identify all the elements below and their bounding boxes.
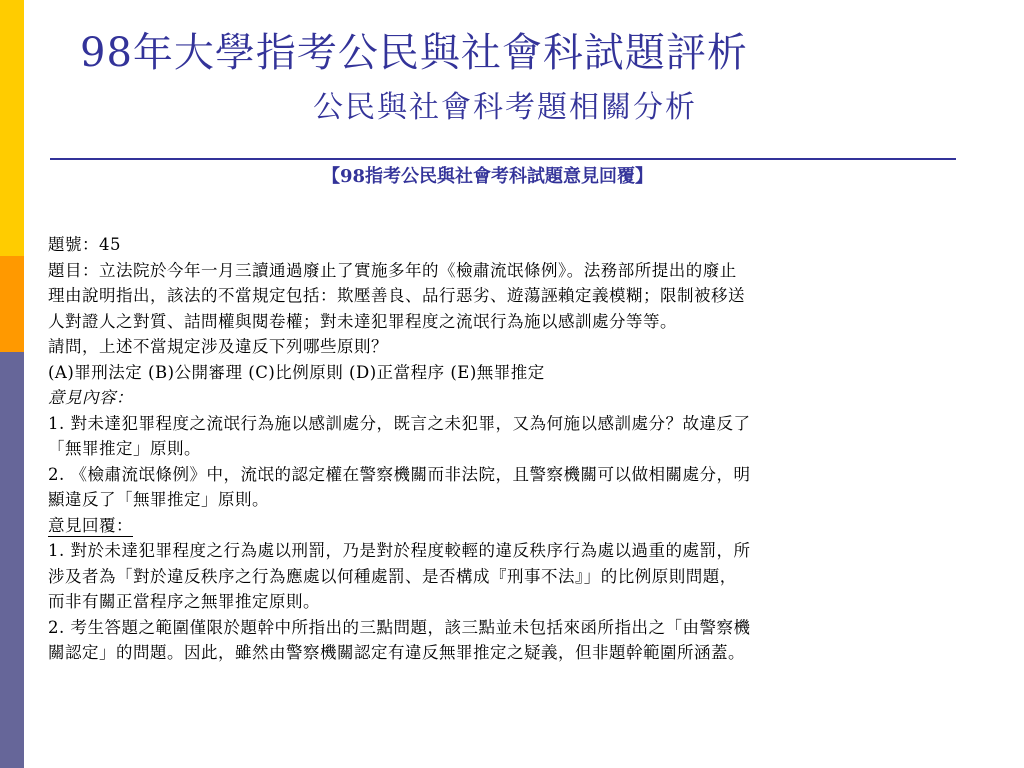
slide-subtitle: 公民與社會科考題相關分析: [313, 90, 697, 125]
title-divider: [50, 158, 956, 160]
reply-line: 關認定」的問題。因此，雖然由警察機關認定有違反無罪推定之疑義，但非題幹範圍所涵蓋。: [48, 643, 745, 662]
slide-content: [48, 232, 993, 666]
reply-line: 2. 考生答題之範圍僅限於題幹中所指出的三點問題，該三點並未包括來函所指出之「由警察機: [48, 617, 751, 637]
reply-heading: 意見回覆：: [48, 515, 133, 535]
bar-segment-blue: [0, 352, 24, 768]
reply-line: 而非有關正當程序之無罪推定原則。: [48, 592, 320, 611]
opinion-line: 1. 對未達犯罪程度之流氓行為施以感訓處分，既言之未犯罪，又為何施以感訓處分？故違反了: [48, 413, 751, 433]
question-text-line: 題目：立法院於今年一月三讀通過廢止了實施多年的《檢肅流氓條例》。法務部所提出的廢止: [48, 260, 737, 280]
left-decorative-bar: [0, 0, 24, 768]
bar-segment-orange: [0, 256, 24, 352]
opinion-line: 顯違反了「無罪推定」原則。: [48, 490, 269, 509]
opinion-line: 2. 《檢肅流氓條例》中，流氓的認定權在警察機關而非法院，且警察機關可以做相關處分，明: [48, 464, 751, 484]
question-number: 題號：45: [48, 235, 121, 254]
opinion-content-heading: 意見內容：: [48, 388, 133, 407]
question-prompt: 請問，上述不當規定涉及違反下列哪些原則？: [48, 337, 388, 356]
bar-segment-yellow-top: [0, 0, 24, 160]
question-options: (A)罪刑法定 (B)公開審理 (C)比例原則 (D)正當程序 (E)無罪推定: [48, 362, 545, 382]
question-text-line: 人對證人之對質、詰問權與閱卷權；對未達犯罪程度之流氓行為施以感訓處分等等。: [48, 311, 677, 331]
reply-line: 1. 對於未達犯罪程度之行為處以刑罰，乃是對於程度較輕的違反秩序行為處以過重的處罰，所: [48, 541, 751, 560]
bar-segment-yellow-mid: [0, 160, 24, 256]
slide-title: 98年大學指考公民與社會科試題評析: [80, 30, 748, 76]
reply-line: 涉及者為「對於違反秩序之行為應處以何種處罰、是否構成『刑事不法』」的比例原則問題，: [48, 566, 737, 586]
question-text-line: 理由說明指出，該法的不當規定包括：欺壓善良、品行惡劣、遊蕩誣賴定義模糊；限制被移送: [48, 286, 745, 305]
opinion-line: 「無罪推定」原則。: [48, 439, 201, 458]
feedback-heading: 【98指考公民與社會考科試題意見回覆】: [322, 166, 654, 187]
